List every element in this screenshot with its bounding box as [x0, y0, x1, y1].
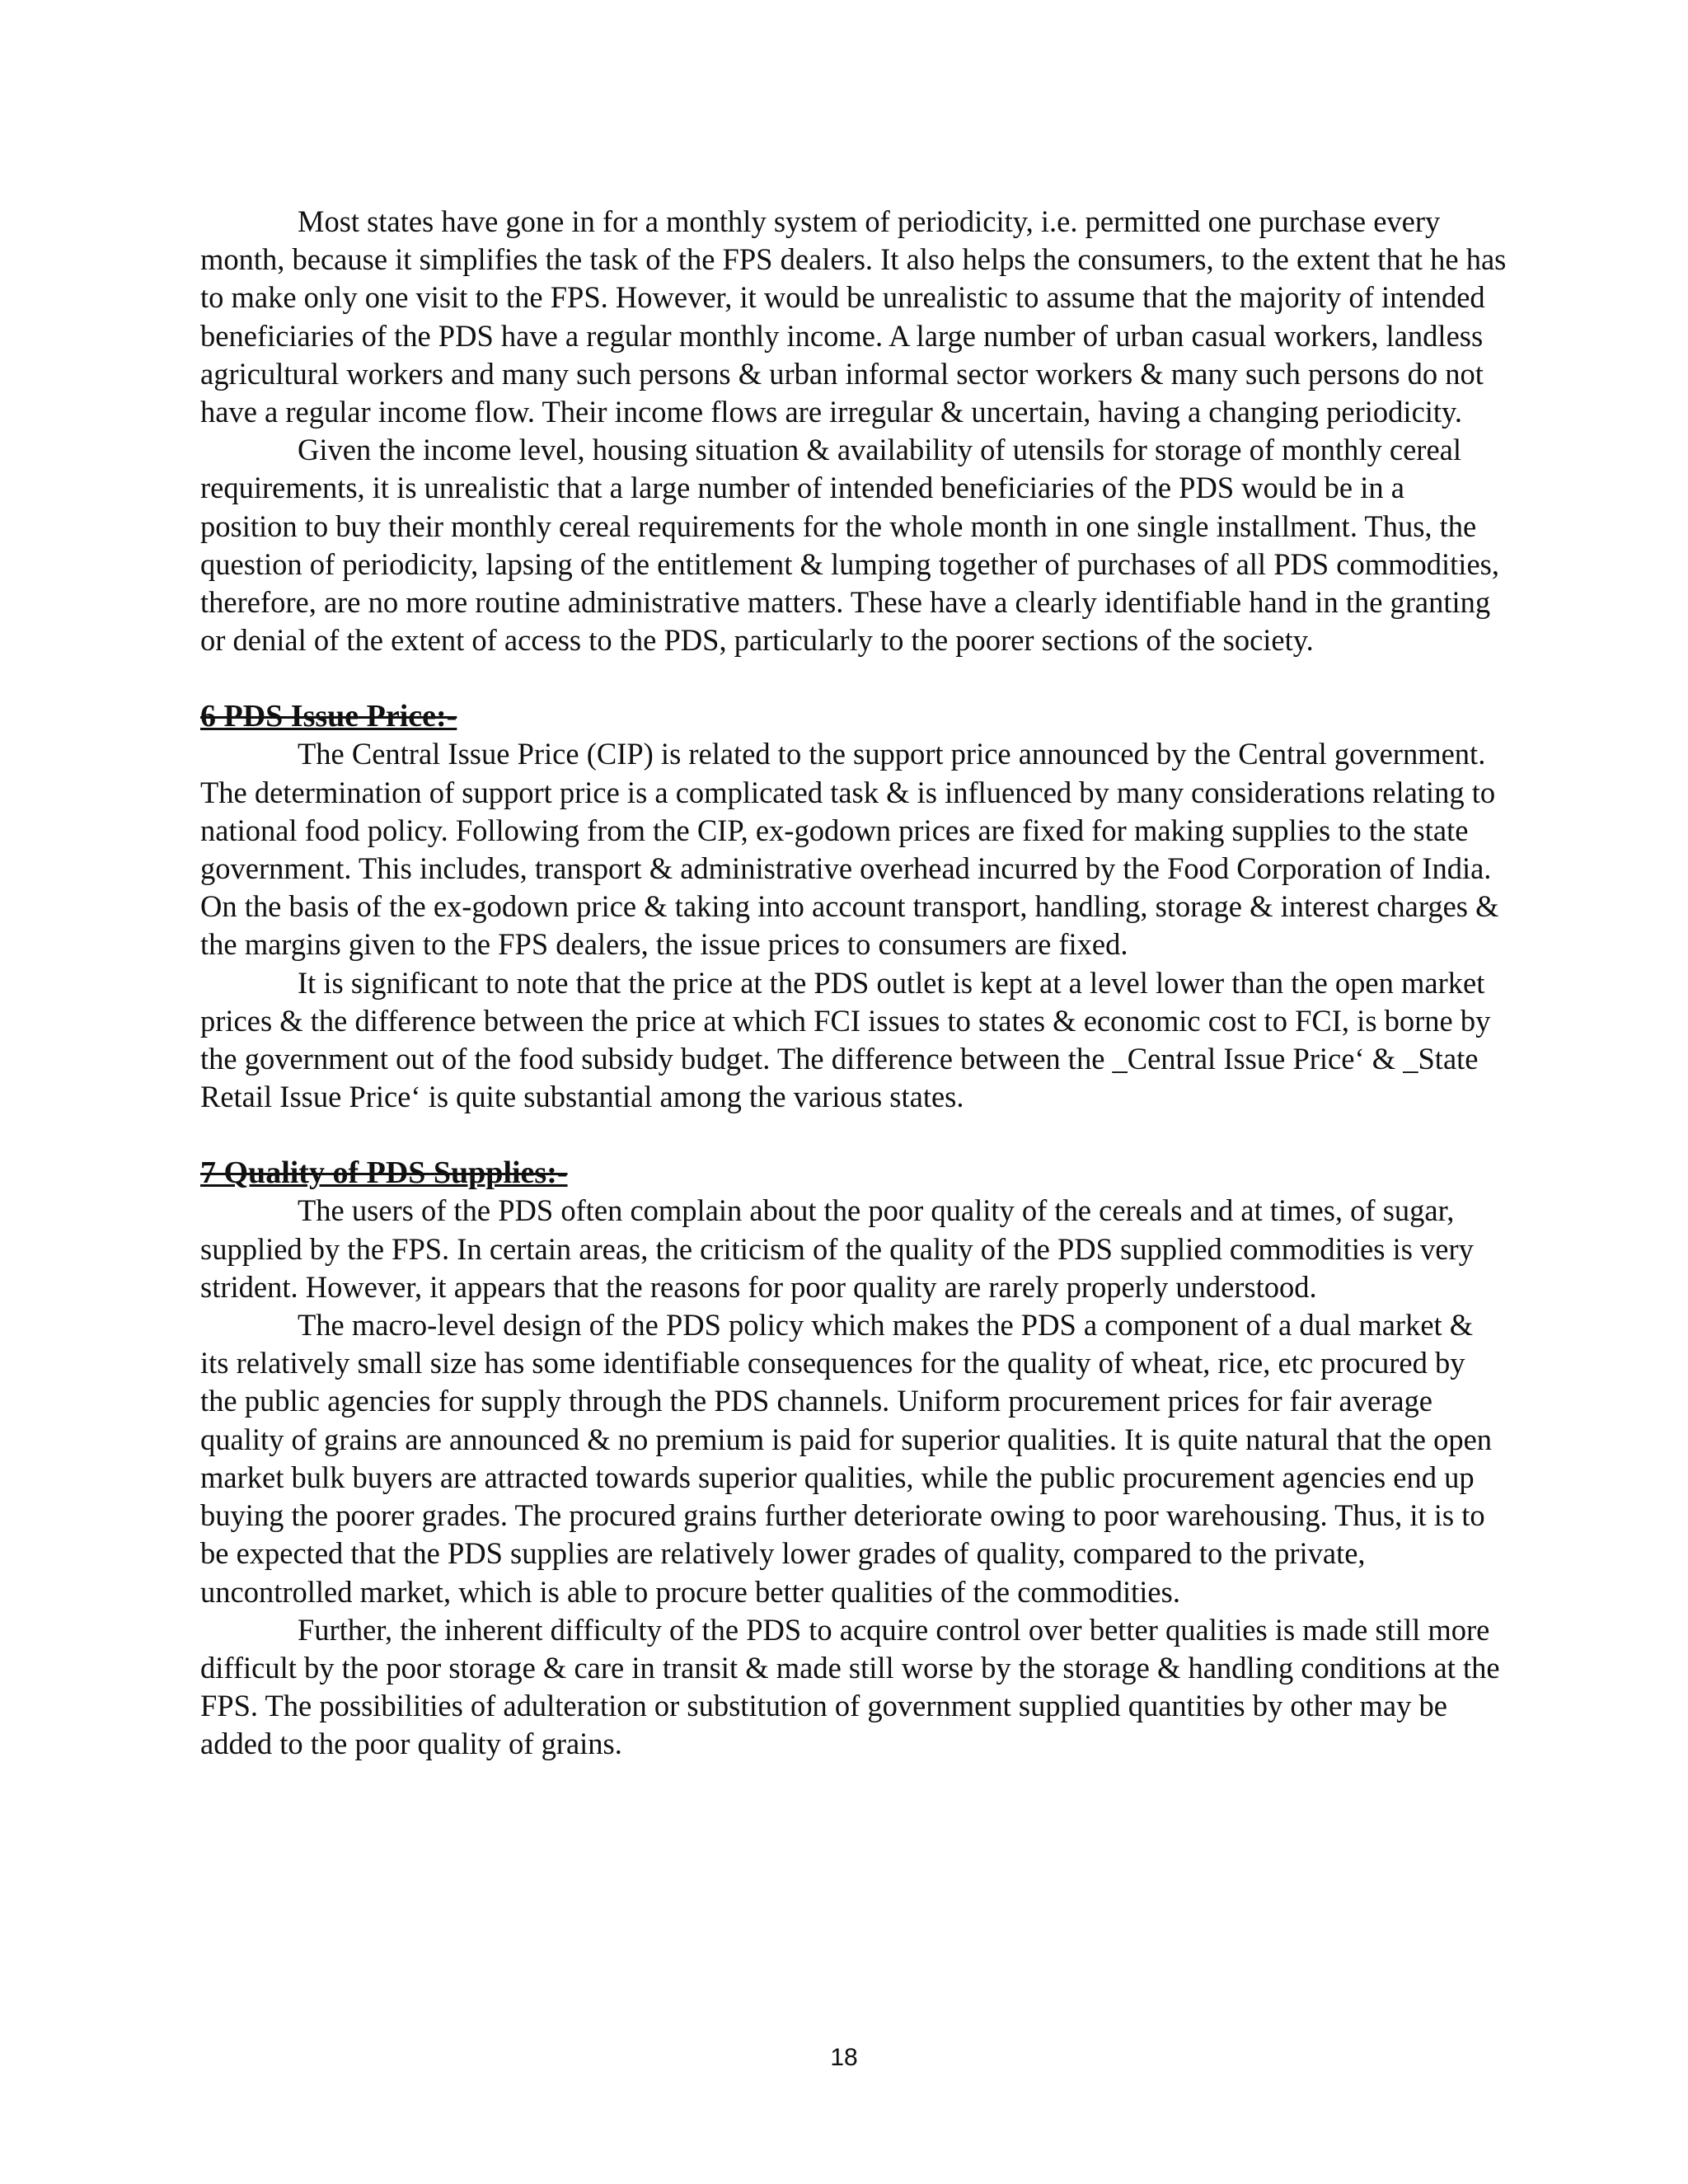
section-6-paragraph-2: It is significant to note that the price at the PDS outlet is kept at a level lower than the open market prices & the difference between the price at which FCI issues to states & economic cost to FCI, is borne by the government out of the food subsidy budget. The difference between the _Central Issue Price‘ & _State Retail Issue Price‘ is quite substantial among the various states.	[200, 965, 1491, 1114]
section-gap	[200, 1116, 1507, 1154]
section-6-heading: 6 PDS Issue Price:-	[200, 699, 457, 734]
section-7-paragraph-1: The users of the PDS often complain about the poor quality of the cereals and at times, of sugar, supplied by the FPS. In certain areas, the criticism of the quality of the PDS supplied commodities is very strident. However, it appears that the reasons for poor quality are rarely properly understood.	[200, 1193, 1474, 1304]
section-gap	[200, 659, 1507, 697]
section-6-paragraph-1: The Central Issue Price (CIP) is related to the support price announced by the Central government. The determination of support price is a complicated task & is influenced by many considerations relating to national food policy. Following from the CIP, ex-godown prices are fixed for making supplies to the state government. This includes, transport & administrative overhead incurred by the Food Corporation of India. On the basis of the ex-godown price & taking into account transport, handling, storage & interest charges & the margins given to the FPS dealers, the issue prices to consumers are fixed.	[200, 737, 1499, 962]
intro-paragraph-1: Most states have gone in for a monthly system of periodicity, i.e. permitted one purchase every month, because it simplifies the task of the FPS dealers. It also helps the consumers, to the extent that he has to make only one visit to the FPS. However, it would be unrealistic to assume that the majority of intended beneficiaries of the PDS have a regular monthly income. A large number of urban casual workers, landless agricultural workers and many such persons & urban informal sector workers & many such persons do not have a regular income flow. Their income flows are irregular & uncertain, having a changing periodicity.	[200, 204, 1507, 429]
page-number: 18	[830, 2044, 858, 2071]
section-7-paragraph-3: Further, the inherent difficulty of the PDS to acquire control over better qualities is made still more difficult by the poor storage & care in transit & made still worse by the storage & handling conditions at the FPS. The possibilities of adulteration or substitution of government supplied quantities by other may be added to the poor quality of grains.	[200, 1612, 1500, 1761]
section-7-paragraph-2: The macro-level design of the PDS policy which makes the PDS a component of a dual market & its relatively small size has some identifiable consequences for the quality of wheat, rice, etc procured by the public agencies for supply through the PDS channels. Uniform procurement prices for fair average quality of grains are announced & no premium is paid for superior qualities. It is quite natural that the open market bulk buyers are attracted towards superior qualities, while the public procurement agencies end up buying the poorer grades. The procured grains further deteriorate owing to poor warehousing. Thus, it is to be expected that the PDS supplies are relatively lower grades of quality, compared to the private, uncontrolled market, which is able to procure better qualities of the commodities.	[200, 1308, 1493, 1609]
page-body	[200, 203, 1507, 1764]
section-7-heading: 7 Quality of PDS Supplies:-	[200, 1155, 568, 1191]
intro-paragraph-2: Given the income level, housing situation & availability of utensils for storage of monthly cereal requirements, it is unrealistic that a large number of intended beneficiaries of the PDS would be in a position to buy their monthly cereal requirements for the whole month in one single installment. Thus, the question of periodicity, lapsing of the entitlement & lumping together of purchases of all PDS commodities, therefore, are no more routine administrative matters. These have a clearly identifiable hand in the granting or denial of the extent of access to the PDS, particularly to the poorer sections of the society.	[200, 433, 1499, 658]
